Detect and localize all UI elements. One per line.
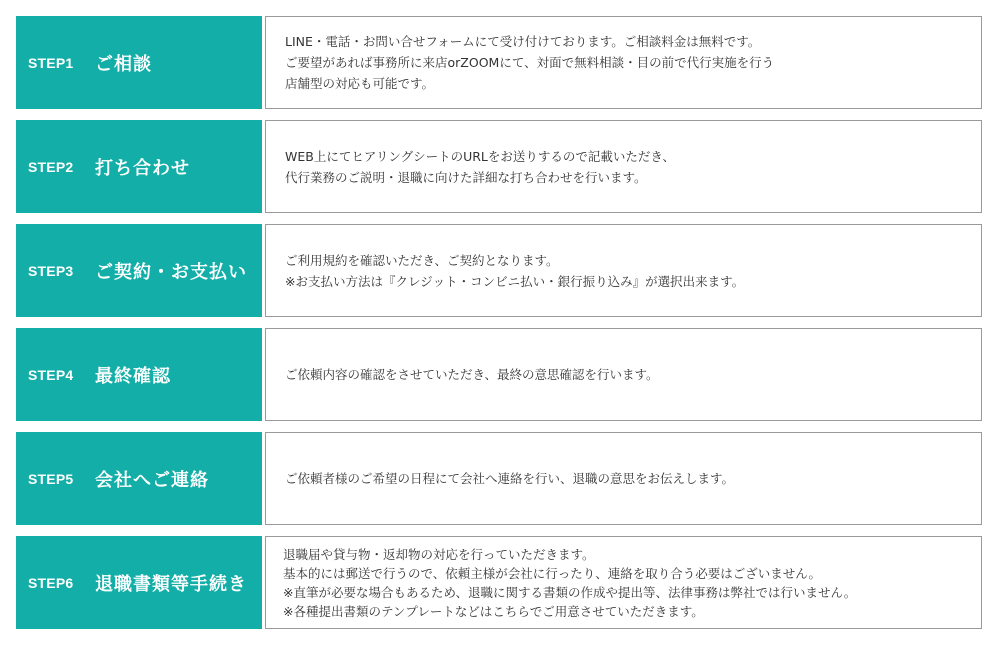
step-number: STEP4 — [28, 366, 74, 383]
step-label-5 — [16, 432, 262, 525]
description-line: ※お支払い方法は『クレジット・コンビニ払い・銀行振り込み』が選択出来ます。 — [285, 273, 745, 289]
step-title: 打ち合わせ — [95, 157, 190, 179]
step-number: STEP1 — [28, 54, 74, 71]
description-line: WEB上にてヒアリングシートのURLをお送りするので記載いただき、 — [285, 148, 675, 164]
step-number: STEP6 — [28, 574, 74, 591]
step-row-6 — [16, 536, 982, 629]
step-description-4 — [265, 328, 982, 421]
description-line: LINE・電話・お問い合せフォームにて受け付けております。ご相談料金は無料です。 — [285, 34, 761, 49]
step-title: ご契約・お支払い — [95, 261, 247, 283]
step-row-5 — [16, 432, 982, 525]
step-row-1 — [16, 16, 982, 109]
step-row-4 — [16, 328, 982, 421]
step-description-2 — [265, 120, 982, 213]
step-row-3 — [16, 224, 982, 317]
step-number: STEP3 — [28, 262, 74, 279]
description-line: 退職届や貸与物・返却物の対応を行っていただきます。 — [283, 546, 595, 562]
steps-list — [16, 16, 982, 629]
description-line: 基本的には郵送で行うので、依頼主様が会社に行ったり、連絡を取り合う必要はございません。 — [283, 565, 822, 581]
description-line: 店舗型の対応も可能です。 — [285, 76, 435, 91]
step-label-2 — [16, 120, 262, 213]
step-title: 退職書類等手続き — [95, 573, 247, 595]
step-number: STEP2 — [28, 158, 74, 175]
description-line: 代行業務のご説明・退職に向けた詳細な打ち合わせを行います。 — [285, 169, 647, 185]
description-line: ※直筆が必要な場合もあるため、退職に関する書類の作成や提出等、法律事務は弊社では行いません。 — [283, 584, 857, 600]
step-label-6 — [16, 536, 262, 629]
step-number: STEP5 — [28, 470, 74, 487]
step-title: 最終確認 — [95, 365, 171, 387]
step-row-2 — [16, 120, 982, 213]
step-description-5 — [265, 432, 982, 525]
step-label-4 — [16, 328, 262, 421]
description-line: ※各種提出書類のテンプレートなどはこちらでご用意させていただきます。 — [283, 603, 704, 619]
step-title: 会社へご連絡 — [95, 469, 209, 491]
description-line: ご要望があれば事務所に来店orZOOMにて、対面で無料相談・目の前で代行実施を行う — [285, 55, 775, 70]
step-label-1 — [16, 16, 262, 109]
step-description-6 — [265, 536, 982, 629]
step-description-1 — [265, 16, 982, 109]
step-description-3 — [265, 224, 982, 317]
step-title: ご相談 — [95, 53, 152, 75]
description-line: ご利用規約を確認いただき、ご契約となります。 — [285, 252, 559, 268]
description-line: ご依頼内容の確認をさせていただき、最終の意思確認を行います。 — [285, 367, 659, 382]
description-line: ご依頼者様のご希望の日程にて会社へ連絡を行い、退職の意思をお伝えします。 — [285, 471, 735, 486]
step-label-3 — [16, 224, 262, 317]
